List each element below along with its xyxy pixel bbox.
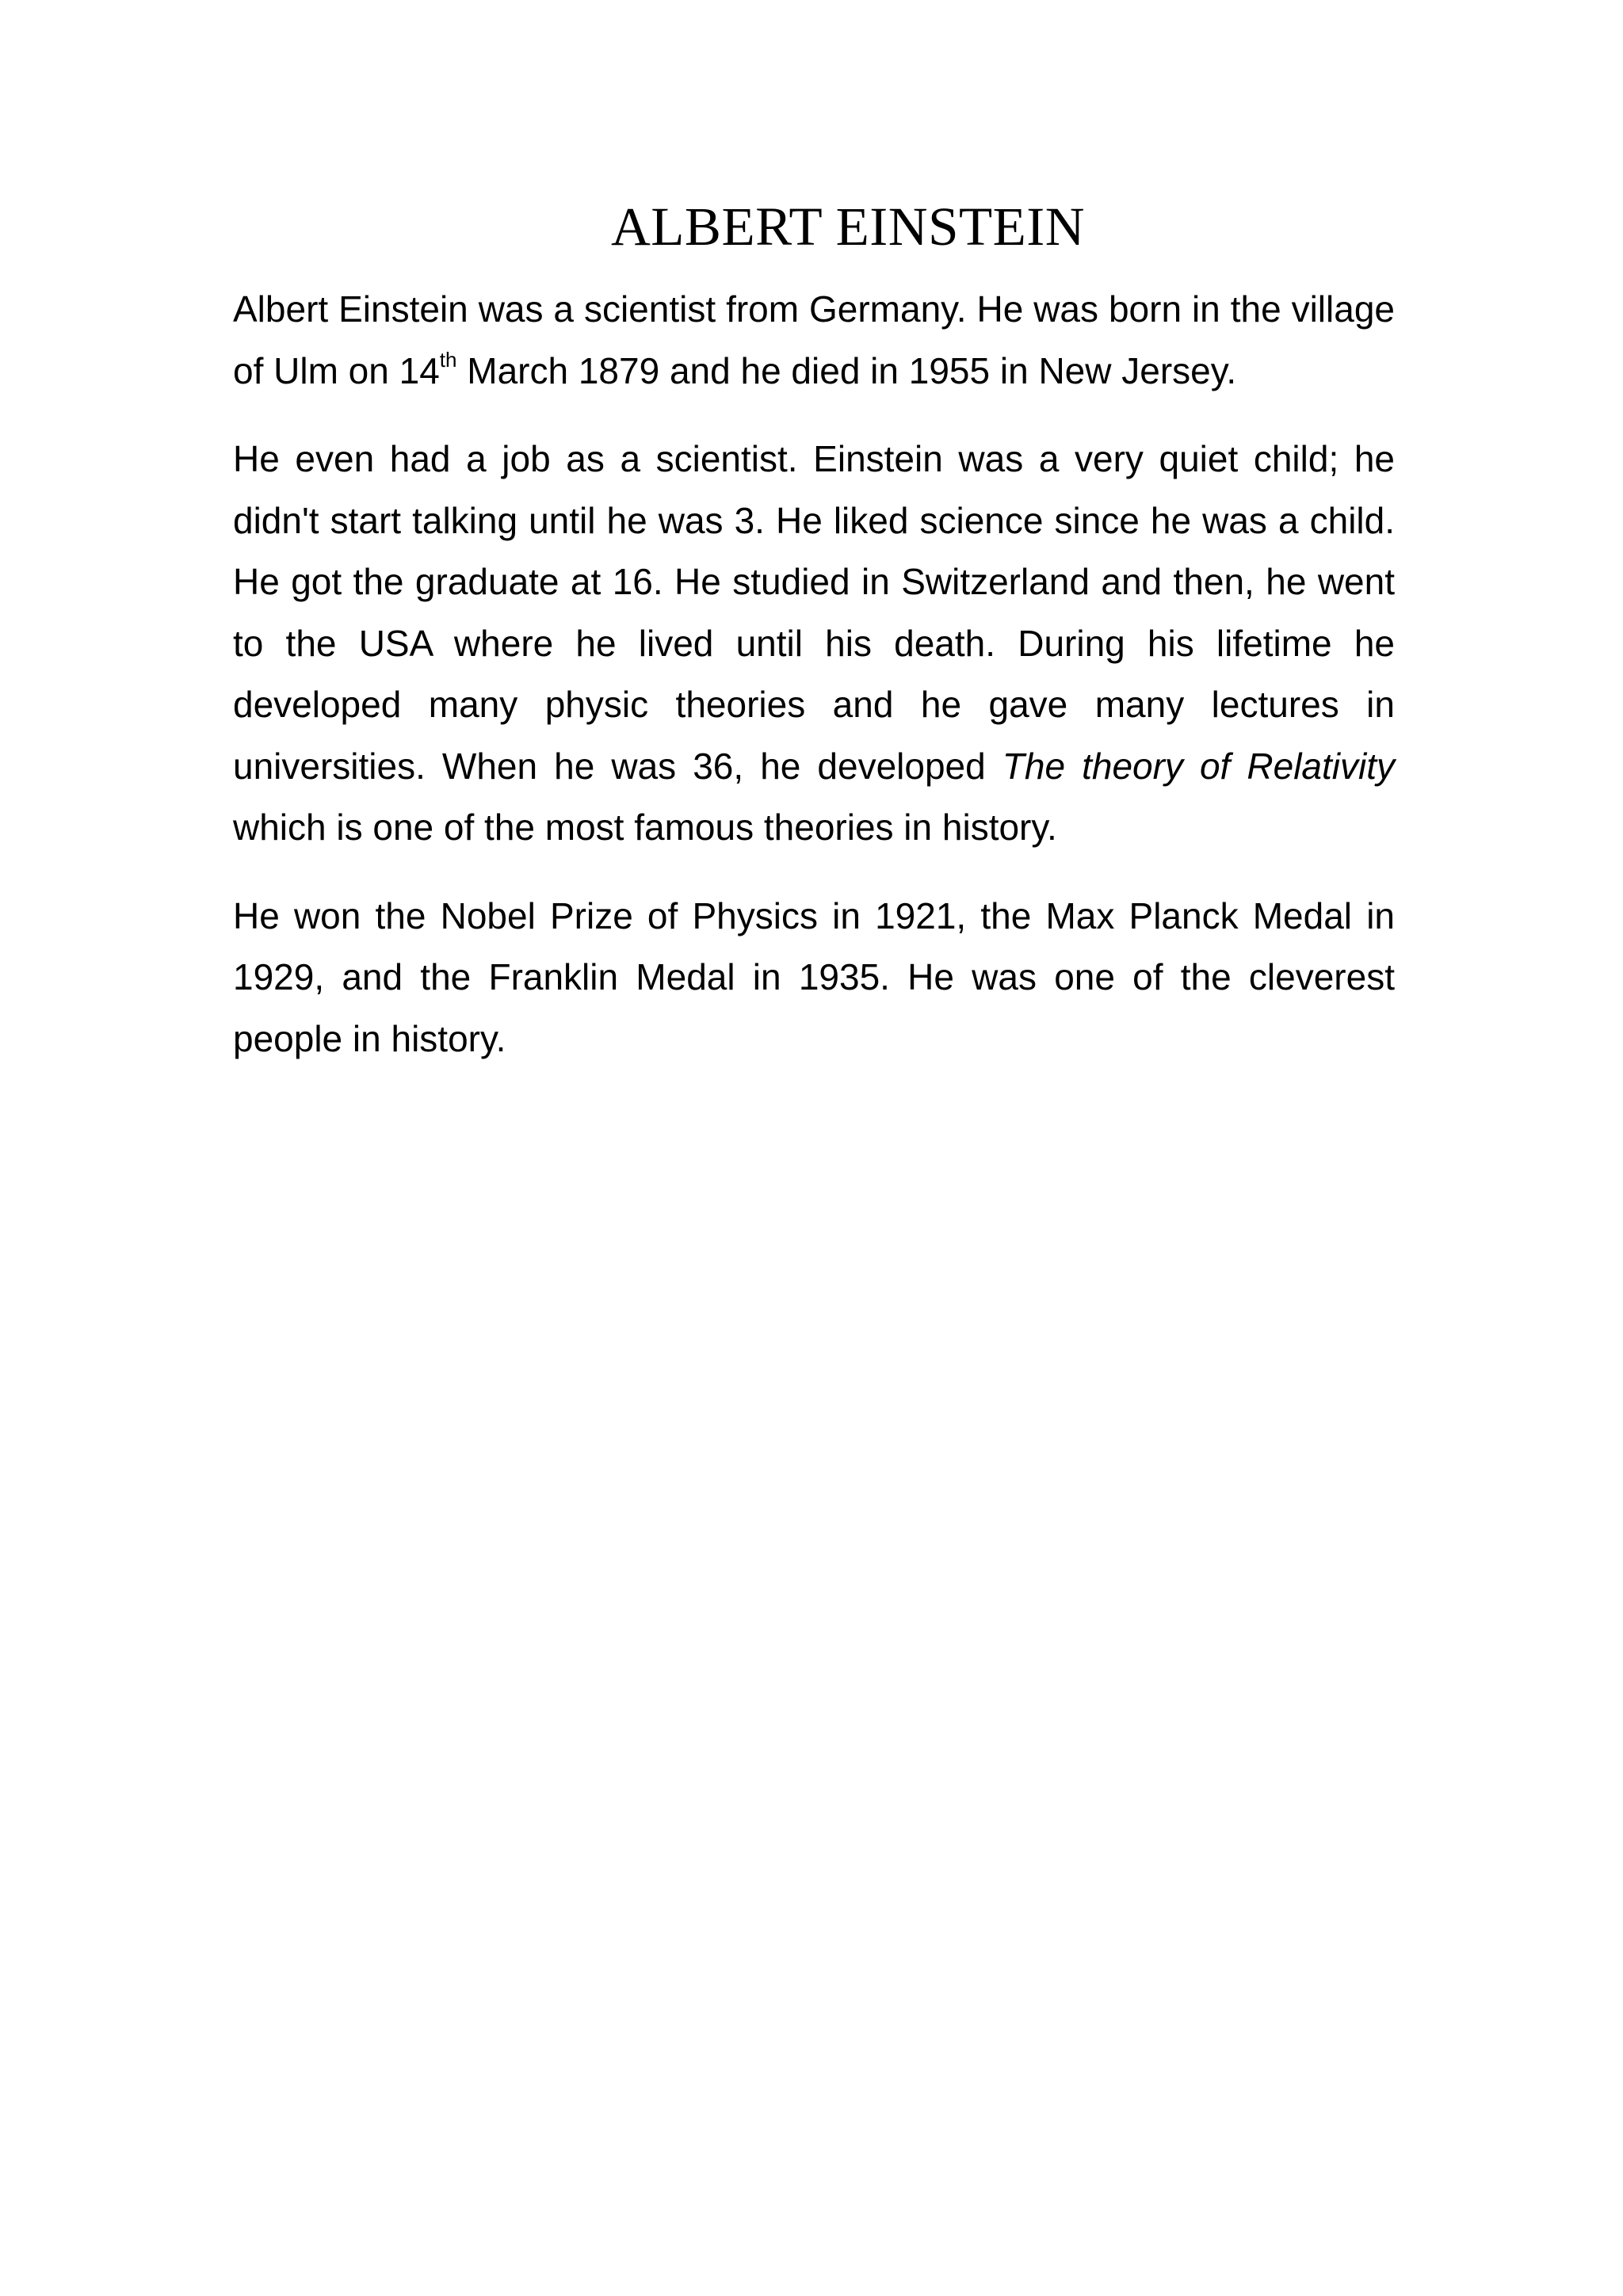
- paragraph-awards: He won the Nobel Prize of Physics in 1921, the Max Planck Medal in 1929, and the Franklin Medal in 1935. He was one of the cleverest people in history.: [233, 894, 1395, 1059]
- paragraph-life-text-start: He even had a job as a scientist. Einstein was a very quiet child; he didn't start talking until he was 3. He liked science since he was a child. He got the graduate at 16. He studied in Switzerland and then, he went to the USA where he lived until his death. During his lifetime he developed many physic theories and he gave many lectures in universities. When he was 36, he developed: [233, 438, 1395, 787]
- theory-title-italic: The theory of Relativity: [1002, 745, 1395, 787]
- document-content: [233, 184, 1395, 1070]
- paragraph-birth-text-start: Albert Einstein was a scientist from Germany. He was born in the village of Ulm on 14: [233, 288, 1395, 391]
- paragraph-life-text-end: which is one of the most famous theories in history.: [233, 807, 1057, 848]
- ordinal-superscript: th: [439, 348, 457, 372]
- paragraph-life: [233, 429, 1395, 859]
- paragraph-birth-text-end: March 1879 and he died in 1955 in New Jersey.: [456, 349, 1237, 391]
- document-title: ALBERT EINSTEIN: [610, 196, 1086, 257]
- paragraph-birth: [233, 279, 1395, 402]
